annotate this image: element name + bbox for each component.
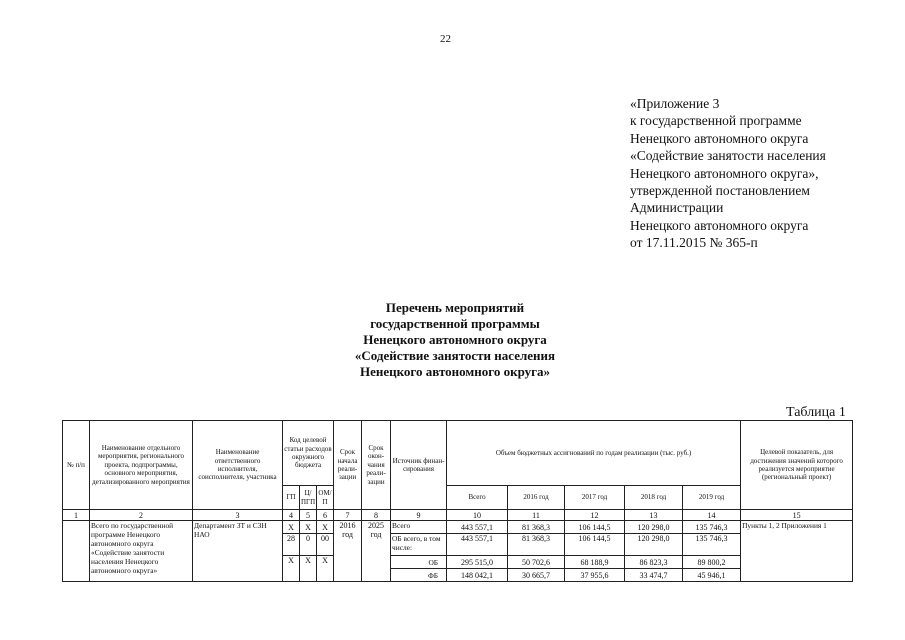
header-2017: 2017 год [565,486,625,510]
header-source: Источник финан-сирования [391,421,447,510]
value-cell: 120 298,0 [625,521,683,534]
title-line: Ненецкого автономного округа [363,332,547,347]
value-cell: 148 042,1 [447,569,508,582]
value-cell: 295 515,0 [447,556,508,569]
title-line: Ненецкого автономного округа» [359,364,551,379]
row-end: 2025 год [362,521,391,582]
appendix-line: утвержденной постановлением [630,183,810,199]
value-cell: 106 144,5 [565,534,625,556]
source-cell: Всего [391,521,447,534]
title-line: государственной программы [370,316,540,331]
value-cell: 443 557,1 [447,534,508,556]
appendix-line: к государственной программе [630,113,802,129]
source-cell: ОБ [391,556,447,569]
column-number-row [63,510,853,521]
header-total: Всего [447,486,508,510]
col-number: 1 [63,510,90,521]
row-num-cell [63,521,90,582]
appendix-line: Администрации [630,200,724,216]
header-2016: 2016 год [508,486,565,510]
col-number: 8 [362,510,391,521]
value-cell: 89 800,2 [683,556,741,569]
header-end: Срок окон-чания реали-зации [362,421,391,510]
col-number: 5 [300,510,317,521]
code-cell: 28 [283,534,300,556]
document-title [300,300,610,380]
header-indicator: Целевой показатель, для достижения значений которого реализуется мероприятие (региональный проект) [741,421,853,510]
header-cpgp: Ц/ ПГП [300,486,317,510]
source-cell: ФБ [391,569,447,582]
appendix-line: Ненецкого автономного округа [630,217,809,233]
title-line: «Содействие занятости населения [354,348,556,363]
value-cell: 86 823,3 [625,556,683,569]
value-cell: 33 474,7 [625,569,683,582]
value-cell: 81 368,3 [508,521,565,534]
appendix-note [630,95,826,252]
header-gp: ГП [283,486,300,510]
code-cell: 0 [300,534,317,556]
value-cell: 120 298,0 [625,534,683,556]
value-cell: 135 746,3 [683,521,741,534]
table-label: Таблица 1 [786,405,846,420]
row-start: 2016 год [334,521,362,582]
code-cell: X [317,556,334,582]
col-number: 12 [565,510,625,521]
code-cell: X [300,521,317,534]
appendix-line: от 17.11.2015 № 365-п [630,235,758,251]
appendix-line: Ненецкого автономного округа», [630,165,819,181]
events-table [62,420,853,582]
col-number: 14 [683,510,741,521]
code-cell: X [300,556,317,582]
value-cell: 30 665,7 [508,569,565,582]
header-num: № п/п [63,421,90,510]
col-number: 2 [90,510,193,521]
row-executor: Департамент ЗТ и СЗН НАО [193,521,283,582]
code-cell: X [283,521,300,534]
value-cell: 50 702,6 [508,556,565,569]
header-executor: Наименование ответственного исполнителя, соисполнителя, участника [193,421,283,510]
value-cell: 443 557,1 [447,521,508,534]
value-cell: 45 946,1 [683,569,741,582]
code-cell: X [283,556,300,582]
code-cell: X [317,521,334,534]
appendix-line: «Приложение 3 [630,96,720,111]
appendix-line: Ненецкого автономного округа [630,130,809,146]
row-event-name: Всего по государственной программе Ненецкого автономного округа «Содействие занятости населения Ненецкого автономного округа» [90,521,193,582]
value-cell: 106 144,5 [565,521,625,534]
header-start: Срок начала реали-зации [334,421,362,510]
col-number: 11 [508,510,565,521]
col-number: 10 [447,510,508,521]
appendix-line: «Содействие занятости населения [630,148,826,164]
title-line: Перечень мероприятий [385,300,525,315]
col-number: 13 [625,510,683,521]
header-event: Наименование отдельного мероприятия, регионального проекта, подпрограммы, основного мероприятия, детализированного мероприятия [90,421,193,510]
col-number: 15 [741,510,853,521]
header-2018: 2018 год [625,486,683,510]
value-cell: 37 955,6 [565,569,625,582]
header-omp: ОМ/ П [317,486,334,510]
header-code: Код целевой статьи расходов окружного бюджета [283,421,334,486]
header-budget: Объем бюджетных ассигнований по годам реализации (тыс. руб.) [447,421,741,486]
col-number: 9 [391,510,447,521]
source-cell: ОБ всего, в том числе: [391,534,447,556]
value-cell: 135 746,3 [683,534,741,556]
col-number: 3 [193,510,283,521]
page-number: 22 [440,33,451,45]
code-cell: 00 [317,534,334,556]
col-number: 6 [317,510,334,521]
table-row [63,521,853,534]
header-2019: 2019 год [683,486,741,510]
row-indicator: Пункты 1, 2 Приложения 1 [741,521,853,582]
value-cell: 68 188,9 [565,556,625,569]
col-number: 4 [283,510,300,521]
value-cell: 81 368,3 [508,534,565,556]
col-number: 7 [334,510,362,521]
